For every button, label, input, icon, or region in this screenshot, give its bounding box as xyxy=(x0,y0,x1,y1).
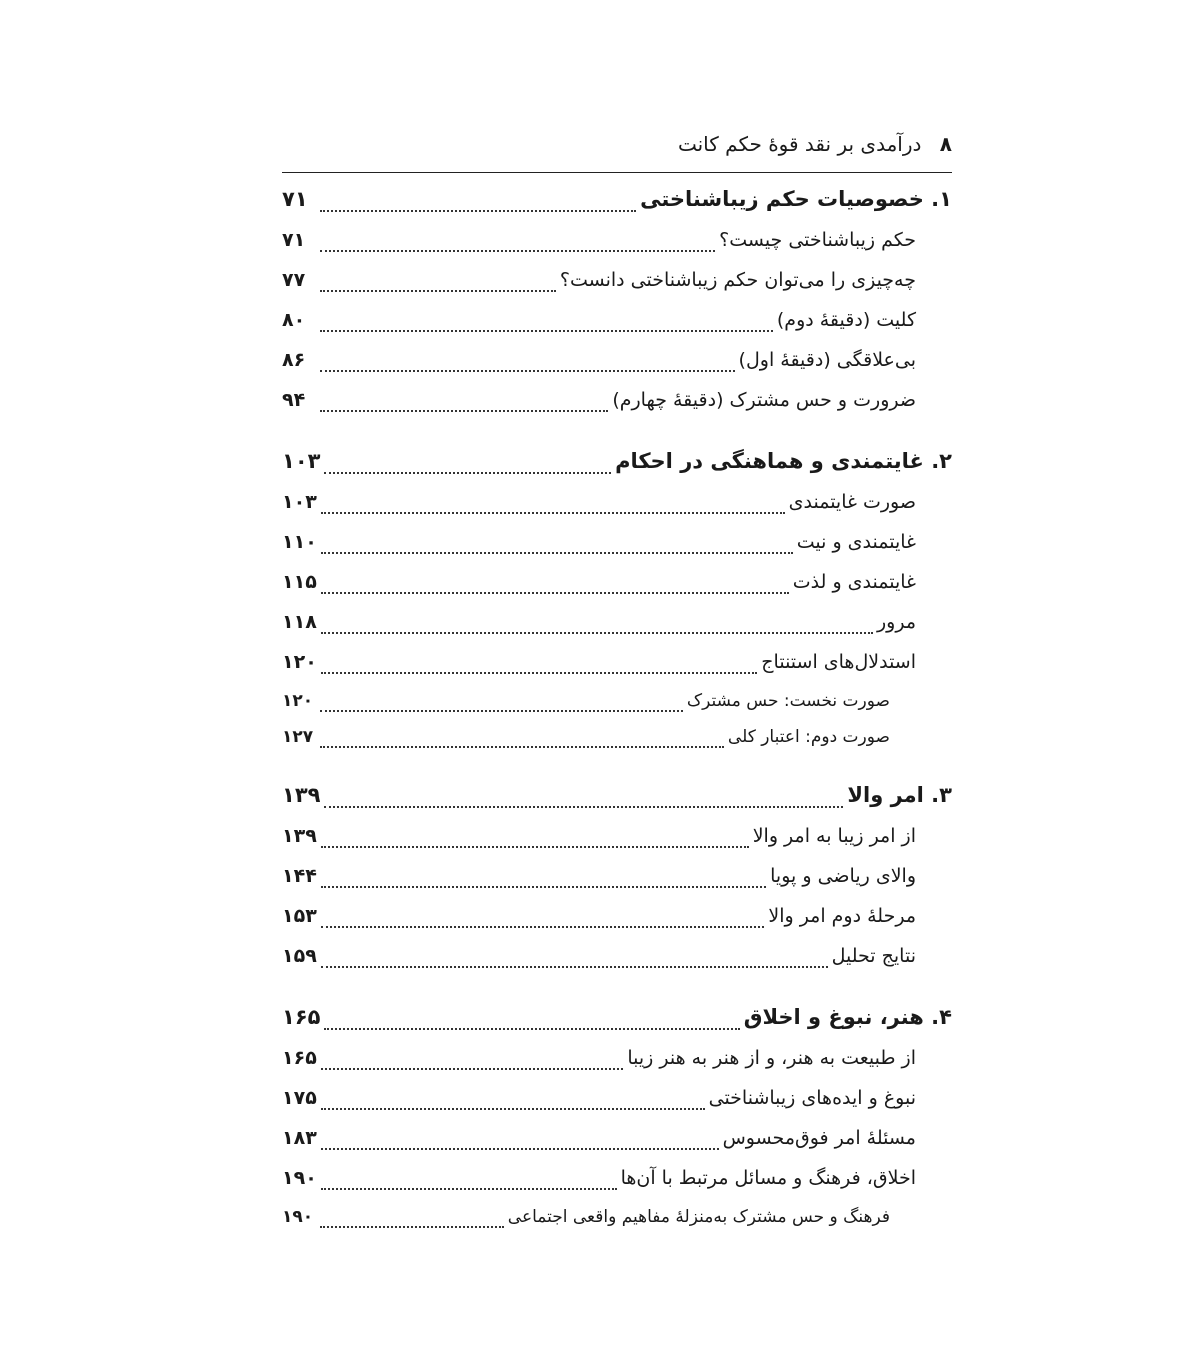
dot-leader xyxy=(320,1209,504,1228)
dot-leader xyxy=(320,351,735,372)
dot-leader xyxy=(321,867,766,888)
toc-entry xyxy=(282,687,952,723)
toc-entry xyxy=(282,345,952,385)
entry-page-number: ۱۹۰ xyxy=(282,1167,317,1189)
entry-page-number: ۱۱۸ xyxy=(282,611,317,633)
header-rule xyxy=(282,172,952,173)
entry-title: صورت غایتمندی xyxy=(788,491,916,513)
toc-entry xyxy=(282,901,952,941)
table-of-contents xyxy=(282,183,952,1239)
dot-leader xyxy=(321,947,828,968)
entry-title: ۱. خصوصیات حکم زیباشناختی xyxy=(640,187,952,211)
toc-entry xyxy=(282,941,952,981)
toc-chapter-entry xyxy=(282,779,952,821)
entry-page-number: ۷۷ xyxy=(282,269,306,291)
dot-leader xyxy=(321,613,873,634)
toc-entry xyxy=(282,647,952,687)
toc-entry xyxy=(282,1163,952,1203)
entry-page-number: ۹۴ xyxy=(282,389,306,411)
dot-leader xyxy=(320,231,715,252)
entry-title: ۲. غایتمندی و هماهنگی در احکام xyxy=(615,449,952,473)
entry-page-number: ۷۱ xyxy=(282,187,308,211)
entry-page-number: ۸۰ xyxy=(282,309,306,331)
toc-entry xyxy=(282,225,952,265)
entry-title: مسئلهٔ امر فوق‌محسوس xyxy=(722,1127,916,1149)
entry-title: فرهنگ و حس مشترک به‌منزلهٔ مفاهیم واقعی اجتماعی xyxy=(507,1207,890,1227)
entry-page-number: ۱۳۹ xyxy=(282,825,317,847)
dot-leader xyxy=(320,271,556,292)
entry-page-number: ۱۴۴ xyxy=(282,865,317,887)
entry-page-number: ۱۶۵ xyxy=(282,1047,317,1069)
dot-leader xyxy=(320,311,773,332)
dot-leader xyxy=(320,729,724,748)
dot-leader xyxy=(320,693,683,712)
entry-page-number: ۸۶ xyxy=(282,349,306,371)
entry-title: والای ریاضی و پویا xyxy=(770,865,916,887)
entry-title: ضرورت و حس مشترک (دقیقهٔ چهارم) xyxy=(612,389,916,411)
toc-entry xyxy=(282,861,952,901)
toc-entry xyxy=(282,265,952,305)
dot-leader xyxy=(321,1049,624,1070)
toc-entry xyxy=(282,1043,952,1083)
entry-title: صورت دوم: اعتبار کلی xyxy=(727,727,890,747)
entry-page-number: ۱۲۰ xyxy=(282,691,314,711)
toc-chapter-entry xyxy=(282,183,952,225)
toc-chapter-entry xyxy=(282,1001,952,1043)
entry-title: کلیت (دقیقهٔ دوم) xyxy=(776,309,916,331)
entry-page-number: ۱۹۰ xyxy=(282,1207,314,1227)
dot-leader xyxy=(321,493,785,514)
entry-page-number: ۱۲۷ xyxy=(282,727,314,747)
dot-leader xyxy=(321,533,793,554)
toc-entry xyxy=(282,1123,952,1163)
entry-page-number: ۷۱ xyxy=(282,229,306,251)
entry-page-number: ۱۰۳ xyxy=(282,449,321,473)
toc-entry xyxy=(282,607,952,647)
entry-page-number: ۱۲۰ xyxy=(282,651,317,673)
entry-title: حکم زیباشناختی چیست؟ xyxy=(719,229,916,251)
toc-entry xyxy=(282,527,952,567)
entry-title: ۳. امر والا xyxy=(847,783,952,807)
toc-entry xyxy=(282,567,952,607)
entry-page-number: ۱۵۳ xyxy=(282,905,317,927)
page-number: ۸ xyxy=(939,132,952,156)
toc-entry xyxy=(282,1083,952,1123)
chapter-gap xyxy=(282,981,952,1001)
toc-entry xyxy=(282,305,952,345)
entry-title: اخلاق، فرهنگ و مسائل مرتبط با آن‌ها xyxy=(620,1167,916,1189)
toc-entry xyxy=(282,723,952,759)
dot-leader xyxy=(321,907,765,928)
dot-leader xyxy=(321,573,789,594)
entry-title: استدلال‌های استنتاج xyxy=(761,651,916,673)
chapter-gap xyxy=(282,759,952,779)
entry-title: مرور xyxy=(876,611,916,633)
dot-leader xyxy=(320,391,608,412)
entry-title: از امر زیبا به امر والا xyxy=(752,825,916,847)
dot-leader xyxy=(324,451,611,474)
entry-title: صورت نخست: حس مشترک xyxy=(686,691,890,711)
entry-title: چه‌چیزی را می‌توان حکم زیباشناختی دانست؟ xyxy=(559,269,916,291)
dot-leader xyxy=(324,1007,739,1030)
chapter-gap xyxy=(282,425,952,445)
entry-title: مرحلهٔ دوم امر والا xyxy=(768,905,916,927)
entry-page-number: ۱۰۳ xyxy=(282,491,317,513)
entry-page-number: ۱۱۰ xyxy=(282,531,317,553)
dot-leader xyxy=(321,1089,705,1110)
entry-title: نبوغ و ایده‌های زیباشناختی xyxy=(708,1087,916,1109)
toc-entry xyxy=(282,487,952,527)
entry-title: غایتمندی و لذت xyxy=(792,571,916,593)
dot-leader xyxy=(321,827,749,848)
entry-page-number: ۱۳۹ xyxy=(282,783,321,807)
dot-leader xyxy=(324,785,843,808)
dot-leader xyxy=(320,189,636,212)
toc-entry xyxy=(282,385,952,425)
entry-title: غایتمندی و نیت xyxy=(796,531,916,553)
entry-title: نتایج تحلیل xyxy=(831,945,916,967)
dot-leader xyxy=(321,653,757,674)
dot-leader xyxy=(321,1169,617,1190)
toc-entry xyxy=(282,821,952,861)
running-head xyxy=(678,128,952,160)
book-title: درآمدی بر نقد قوهٔ حکم کانت xyxy=(677,132,922,156)
entry-page-number: ۱۷۵ xyxy=(282,1087,317,1109)
entry-title: ۴. هنر، نبوغ و اخلاق xyxy=(743,1005,952,1029)
entry-page-number: ۱۱۵ xyxy=(282,571,317,593)
dot-leader xyxy=(321,1129,719,1150)
entry-page-number: ۱۵۹ xyxy=(282,945,317,967)
entry-page-number: ۱۶۵ xyxy=(282,1005,321,1029)
entry-title: بی‌علاقگی (دقیقهٔ اول) xyxy=(738,349,916,371)
entry-title: از طبیعت به هنر، و از هنر به هنر زیبا xyxy=(627,1047,916,1069)
entry-page-number: ۱۸۳ xyxy=(282,1127,317,1149)
toc-entry xyxy=(282,1203,952,1239)
toc-chapter-entry xyxy=(282,445,952,487)
